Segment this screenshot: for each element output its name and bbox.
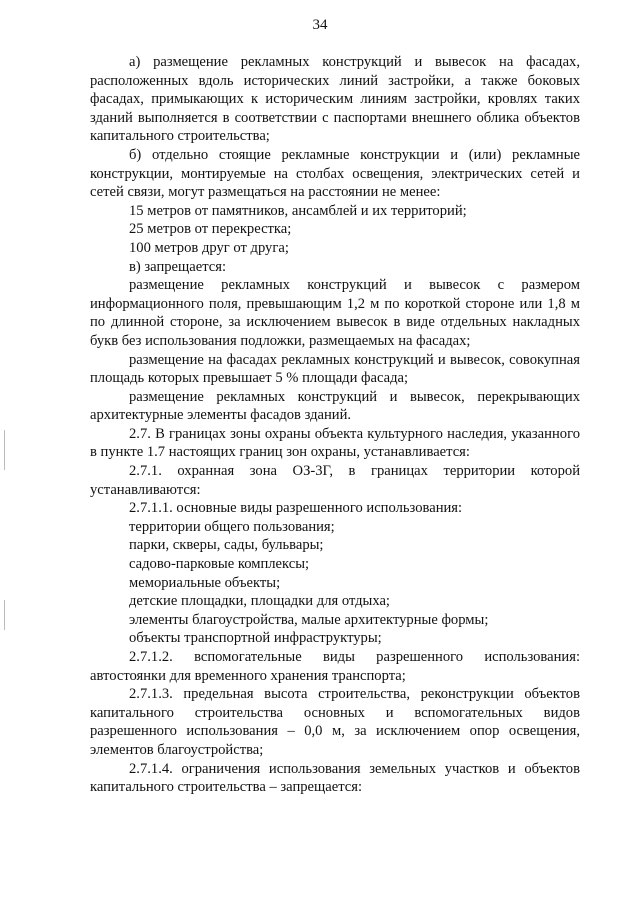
list-item-transport: объекты транспортной инфраструктуры;: [129, 630, 382, 647]
list-item-landscaping: элементы благоустройства, малые архитектурные формы;: [129, 611, 489, 628]
section-2-7-1: 2.7.1. охранная зона ОЗ-3Г, в границах территории которой устанавливаются:: [90, 463, 580, 498]
list-item-memorials: мемориальные объекты;: [129, 574, 281, 591]
section-2-7-1-2: 2.7.1.2. вспомогательные виды разрешенного использования: автостоянки для временного хранения транспорта;: [90, 649, 580, 684]
list-item-public-territories: территории общего пользования;: [129, 518, 335, 535]
list-item-total-area: размещение на фасадах рекламных конструкций и вывесок, совокупная площадь которых превышает 5 % площади фасада;: [90, 351, 580, 387]
section-2-7-1-4: 2.7.1.4. ограничения использования земельных участков и объектов капитального строительства – запрещается:: [90, 760, 580, 796]
scan-edge-mark: [4, 600, 5, 630]
list-item-garden-complexes: садово-парковые комплексы;: [129, 556, 310, 573]
section-2-7-1-3: 2.7.1.3. предельная высота строительства, реконструкции объектов капитального строительства основных и вспомогательных видов разрешенного использования – 0,0 м, за исключением опор освещения, элементов благоустройства;: [90, 686, 580, 758]
document-body: [90, 53, 580, 797]
list-item-parks: парки, скверы, сады, бульвары;: [129, 537, 324, 554]
list-item-playgrounds: детские площадки, площадки для отдыха;: [129, 593, 390, 610]
section-2-7-1-1: 2.7.1.1. основные виды разрешенного использования:: [129, 500, 463, 517]
list-item-distance-each-other: 100 метров друг от друга;: [129, 239, 289, 256]
scan-edge-mark: [4, 430, 5, 470]
paragraph-c-prohibited: в) запрещается:: [129, 258, 227, 275]
list-item-field-size: размещение рекламных конструкций и вывесок с размером информационного поля, превышающим 1,2 м по короткой стороне или 1,8 м по длинной стороне, за исключением вывесок в виде отдельных накладных букв без использования подложки, размещаемых на фасадах;: [90, 277, 580, 349]
paragraph-b-standalone: б) отдельно стоящие рекламные конструкции и (или) рекламные конструкции, монтируемые на столбах освещения, электрических сетей и сетей связи, могут размещаться на расстоянии не менее:: [90, 146, 580, 201]
list-item-distance-crossroads: 25 метров от перекрестка;: [129, 221, 292, 238]
page-number: 34: [312, 17, 328, 33]
list-item-overlapping: размещение рекламных конструкций и вывесок, перекрывающих архитектурные элементы фасадов зданий.: [90, 388, 580, 424]
list-item-distance-monuments: 15 метров от памятников, ансамблей и их территорий;: [129, 202, 467, 219]
paragraph-a-facades: а) размещение рекламных конструкций и вывесок на фасадах, расположенных вдоль исторических линий застройки, а также боковых фасадах, примыкающих к историческим линиям застройки, кровлях таких зданий выполняется в соответствии с паспортами внешнего облика объектов капитального строительства;: [90, 54, 580, 145]
section-2-7: 2.7. В границах зоны охраны объекта культурного наследия, указанного в пункте 1.7 настоящих границ зон охраны, устанавливается:: [90, 425, 580, 461]
